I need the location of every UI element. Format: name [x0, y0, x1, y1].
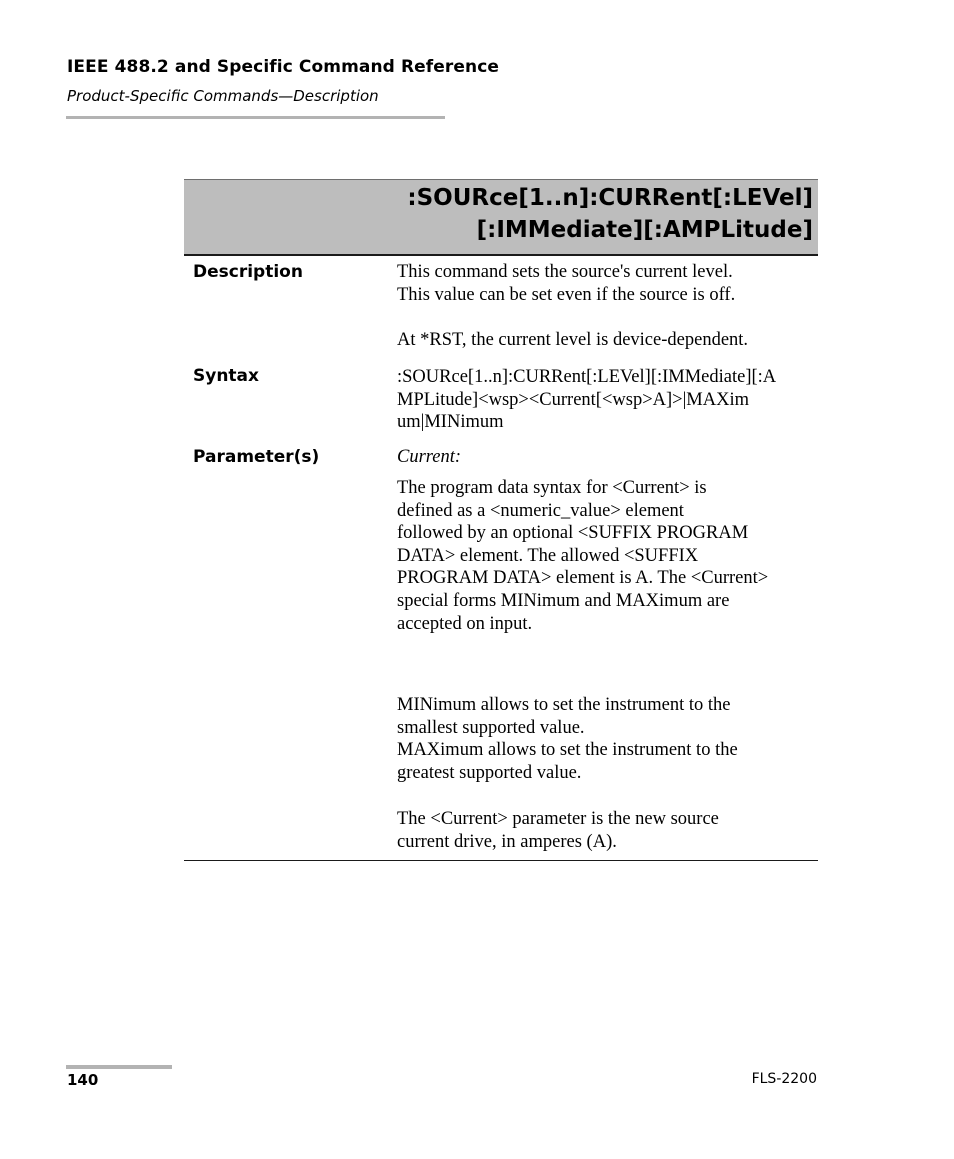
parameter-paragraph-3 — [397, 808, 822, 853]
parameter-line: MAXimum allows to set the instrument to the — [397, 740, 738, 761]
table-bottom-rule — [184, 860, 818, 861]
description-label: Description — [193, 262, 303, 282]
parameter-line: DATA> element. The allowed <SUFFIX — [397, 545, 699, 566]
parameter-line: current drive, in amperes (A). — [397, 831, 617, 852]
command-title-line-1: :SOURce[1..n]:CURRent[:LEVel] — [407, 185, 813, 211]
command-title-box — [184, 179, 818, 256]
description-text — [397, 261, 822, 351]
parameter-line: smallest supported value. — [397, 717, 585, 738]
description-line: This command sets the source's current level. — [397, 262, 733, 282]
description-line: At *RST, the current level is device-dependent. — [397, 329, 749, 350]
parameters-label: Parameter(s) — [193, 447, 320, 467]
parameter-line: special forms MINimum and MAXimum are — [397, 590, 730, 611]
header-rule — [66, 116, 445, 119]
parameter-line: followed by an optional <SUFFIX PROGRAM — [397, 523, 749, 544]
parameter-line: The program data syntax for <Current> is — [397, 478, 707, 498]
parameter-line: greatest supported value. — [397, 762, 582, 783]
parameter-line: accepted on input. — [397, 613, 533, 634]
running-header-subtitle: Product-Specific Commands—Description — [67, 87, 379, 105]
parameter-line: MINimum allows to set the instrument to the — [397, 695, 731, 715]
parameter-line: defined as a <numeric_value> element — [397, 500, 684, 521]
running-header-title: IEEE 488.2 and Specific Command Reference — [67, 57, 500, 77]
syntax-line: MPLitude]<wsp><Current[<wsp>A]>|MAXim — [397, 389, 750, 410]
description-line: This value can be set even if the source is off. — [397, 284, 736, 305]
command-title-line-2: [:IMMediate][:AMPLitude] — [476, 217, 813, 243]
parameter-paragraph-2 — [397, 694, 822, 784]
footer-rule — [66, 1065, 172, 1069]
parameter-line: The <Current> parameter is the new source — [397, 809, 719, 829]
syntax-text — [397, 366, 822, 434]
syntax-label: Syntax — [193, 366, 259, 386]
syntax-line: um|MINimum — [397, 412, 504, 433]
page-number: 140 — [67, 1071, 99, 1089]
parameter-paragraph-1 — [397, 477, 822, 635]
parameter-line: PROGRAM DATA> element is A. The <Current> — [397, 568, 769, 589]
syntax-line: :SOURce[1..n]:CURRent[:LEVel][:IMMediate][:A — [397, 367, 777, 387]
parameter-name: Current: — [397, 447, 462, 467]
footer-product-name: FLS-2200 — [751, 1071, 817, 1087]
